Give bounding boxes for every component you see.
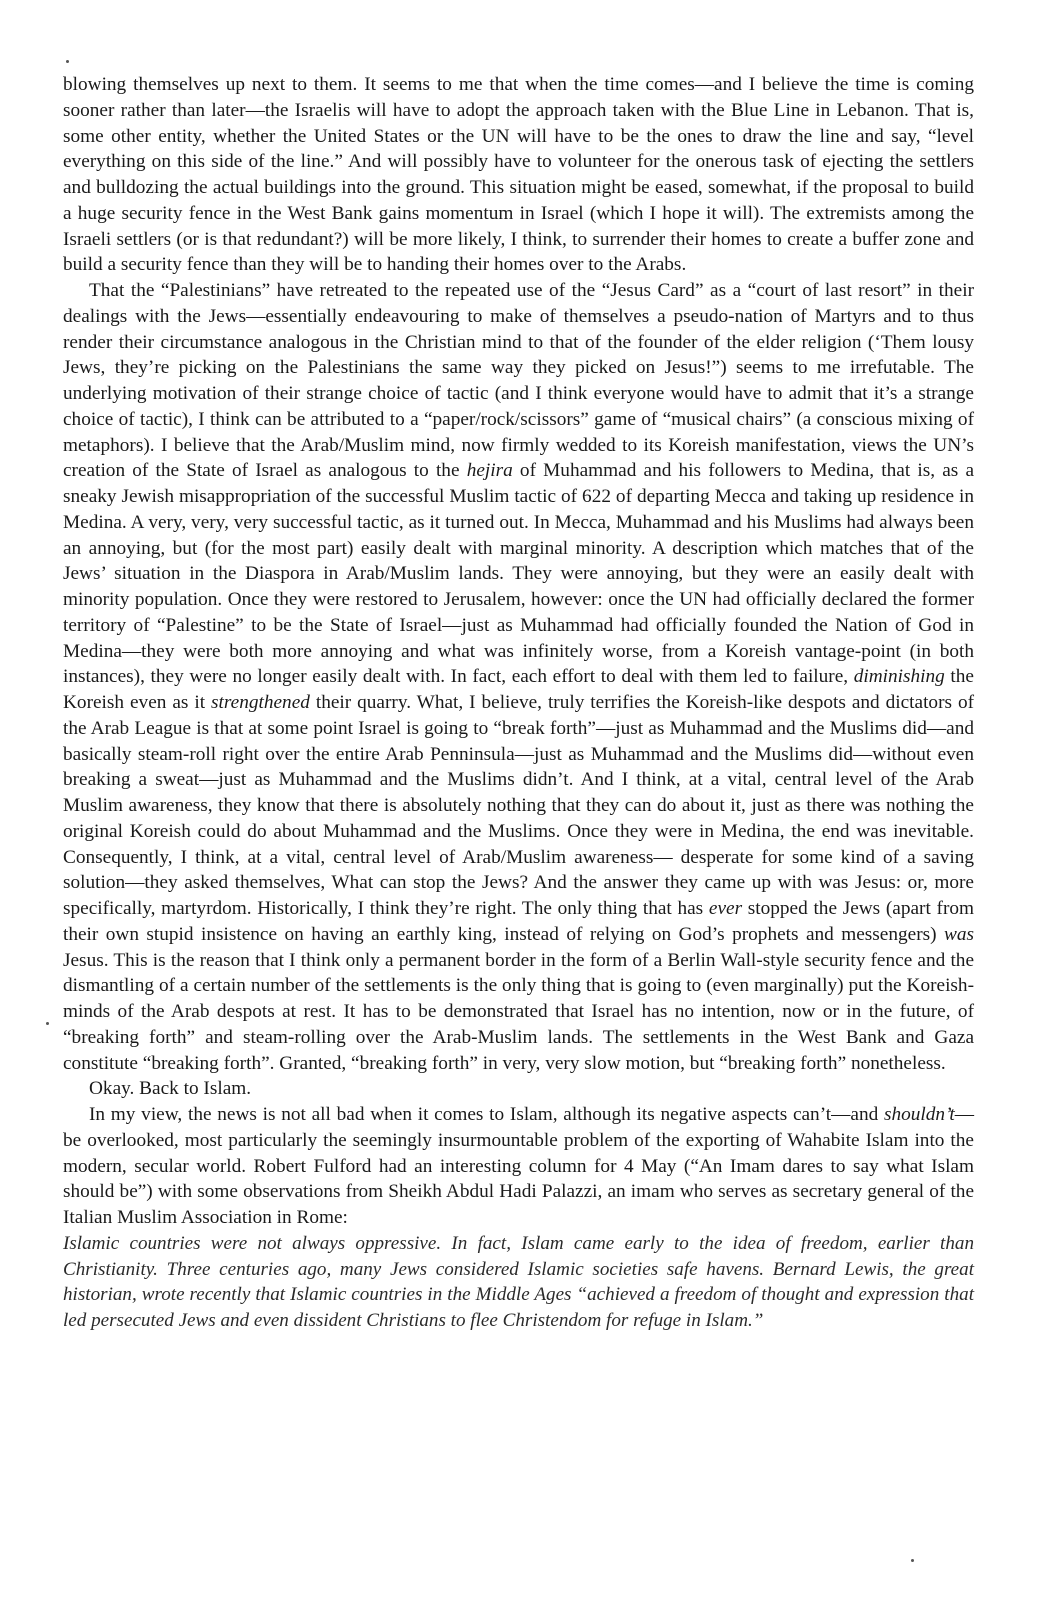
italic-phrase: was: [943, 923, 974, 945]
italic-phrase: diminishing: [853, 666, 945, 688]
scan-speck: [66, 60, 69, 63]
italic-phrase: ever: [708, 898, 743, 919]
italic-phrase: shouldn’t: [884, 1104, 955, 1125]
block-quote: Islamic countries were not always oppressive. In fact, Islam came early to the idea of freedom, earlier than Christianity. Three centuries ago, many Jews considered Islamic societies safe havens. Bernard Lewis, the great historian, wrote recently that Islamic countries in the Middle Ages “achieved a freedom of thought and expression that led persecuted Jews and even dissident Christians to flee Christendom for refuge in Islam.”: [63, 1232, 974, 1331]
paragraph: [63, 1102, 974, 1231]
text-run: blowing themselves up next to them. It seems to me that when the time comes—and I believe the time is coming sooner rather than later—the Israelis will have to adopt the approach taken with the Blue Line in Lebanon. That is, some other entity, whether the United States or the UN will have to be the ones to draw the line and say, “level everything on this side of the line.” And will possibly have to volunteer for the onerous task of ejecting the settlers and bulldozing the actual buildings into the ground. This situation might be eased, somewhat, if the proposal to build a huge security fence in the West Bank gains momentum in Israel (which I hope it will). The extremists among the Israeli settlers (or is that redundant?) will be more likely, I think, to surrender their homes to create a buffer zone and build a security fence than they will be to handing their homes over to the Arabs.: [63, 74, 974, 276]
text-run: Jesus. This is the reason that I think only a permanent border in the form of a Berlin Wall-style security fence and the dismantling of a certain number of the settlements is the only thing that is going to (even marginally) put the Koreish-minds of the Arab despots at rest. It has to be demonstrated that Israel has no intention, now or in the future, of “breaking forth” and steam-rolling over the Arab-Muslim lands. The settlements in the West Bank and Gaza constitute “breaking forth”. Granted, “breaking forth” in very, very slow motion, but “breaking forth” nonetheless.: [63, 949, 974, 1074]
text-run: That the “Palestinians” have retreated to the repeated use of the “Jesus Card” as a “court of last resort” in their dealings with the Jews—essentially endeavouring to make of themselves a pseudo-nation of Martyrs and to thus render their circumstance analogous in the Christian mind to that of the founder of the elder religion (‘Them lousy Jews, they’re picking on the Palestinians the same way they picked on Jesus!”) seems to me irrefutable. The underlying motivation of their strange choice of tactic (and I think everyone would have to admit that it’s a strange choice of tactic), I think can be attributed to a “paper/rock/scissors” game of “musical chairs” (a conscious mixing of metaphors). I believe that the Arab/Muslim mind, now firmly wedded to its Koreish manifestation, views the UN’s creation of the State of Israel as analogous to the: [63, 280, 974, 482]
body-text: [63, 72, 974, 1231]
text-run: —be overlooked, most particularly the seemingly insurmountable problem of the exporting of Wahabite Islam into the modern, secular world. Robert Fulford had an interesting column for 4 May (“An Imam dares to say what Islam should be”) with some observations from Sheikh Abdul Hadi Palazzi, an imam who serves as secretary general of the Italian Muslim Association in Rome:: [63, 1104, 974, 1228]
text-run: their quarry. What, I believe, truly terrifies the Koreish-like despots and dictators of the Arab League is that at some point Israel is going to “break forth”—just as Muhammad and the Muslims did—and basically steam-roll right over the entire Arab Penninsula—just as Muhammad and the Muslims did—without even breaking a sweat—just as Muhammad and the Muslims didn’t. And I think, at a vital, central level of the Arab Muslim awareness, they know that there is absolutely nothing that they can do about it, just as there was nothing the original Koreish could do about Muhammad and the Muslims. Once they were in Medina, the end was inevitable. Consequently, I think, at a vital, central level of Arab/Muslim awareness— desperate for some kind of a saving solution—they asked themselves, What can stop the Jews? And the answer they came up with was Jesus: or, more specifically, martyrdom. Historically, I think they’re right. The only thing that has: [63, 692, 975, 919]
scan-speck: [911, 1559, 914, 1562]
text-run: Okay. Back to Islam.: [89, 1078, 252, 1100]
text-run: stopped the Jews (apart from their own stupid insistence on having an earthly king, instead of relying on God’s prophets and messengers): [63, 898, 975, 945]
text-run: In my view, the news is not all bad when it comes to Islam, although its negative aspects can’t—and: [89, 1104, 884, 1125]
paragraph: [63, 278, 974, 1076]
paragraph: [63, 1076, 974, 1102]
paragraph: [63, 72, 974, 278]
text-run: the Koreish even as it: [63, 666, 974, 713]
document-page: [63, 72, 974, 1334]
scan-speck: [46, 1022, 49, 1025]
text-run: of Muhammad and his followers to Medina, that is, as a sneaky Jewish misappropriation of the successful Muslim tactic of 622 of departing Mecca and taking up residence in Medina. A very, very, very successful tactic, as it turned out. In Mecca, Muhammad and his Muslims had always been an annoying, but (for the most part) easily dealt with marginal minority. A description which matches that of the Jews’ situation in the Diaspora in Arab/Muslim lands. They were annoying, but they were an easily dealt with minority population. Once they were restored to Jerusalem, however: once the UN had officially declared the former territory of “Palestine” to be the State of Israel—just as Muhammad had officially founded the Nation of God in Medina—they were both more annoying and what was infinitely worse, from a Koreish vantage-point (in both instances), they were no longer easily dealt with. In fact, each effort to deal with them led to failure,: [63, 460, 974, 688]
italic-phrase: strengthened: [211, 692, 310, 713]
italic-phrase: hejira: [466, 460, 513, 482]
